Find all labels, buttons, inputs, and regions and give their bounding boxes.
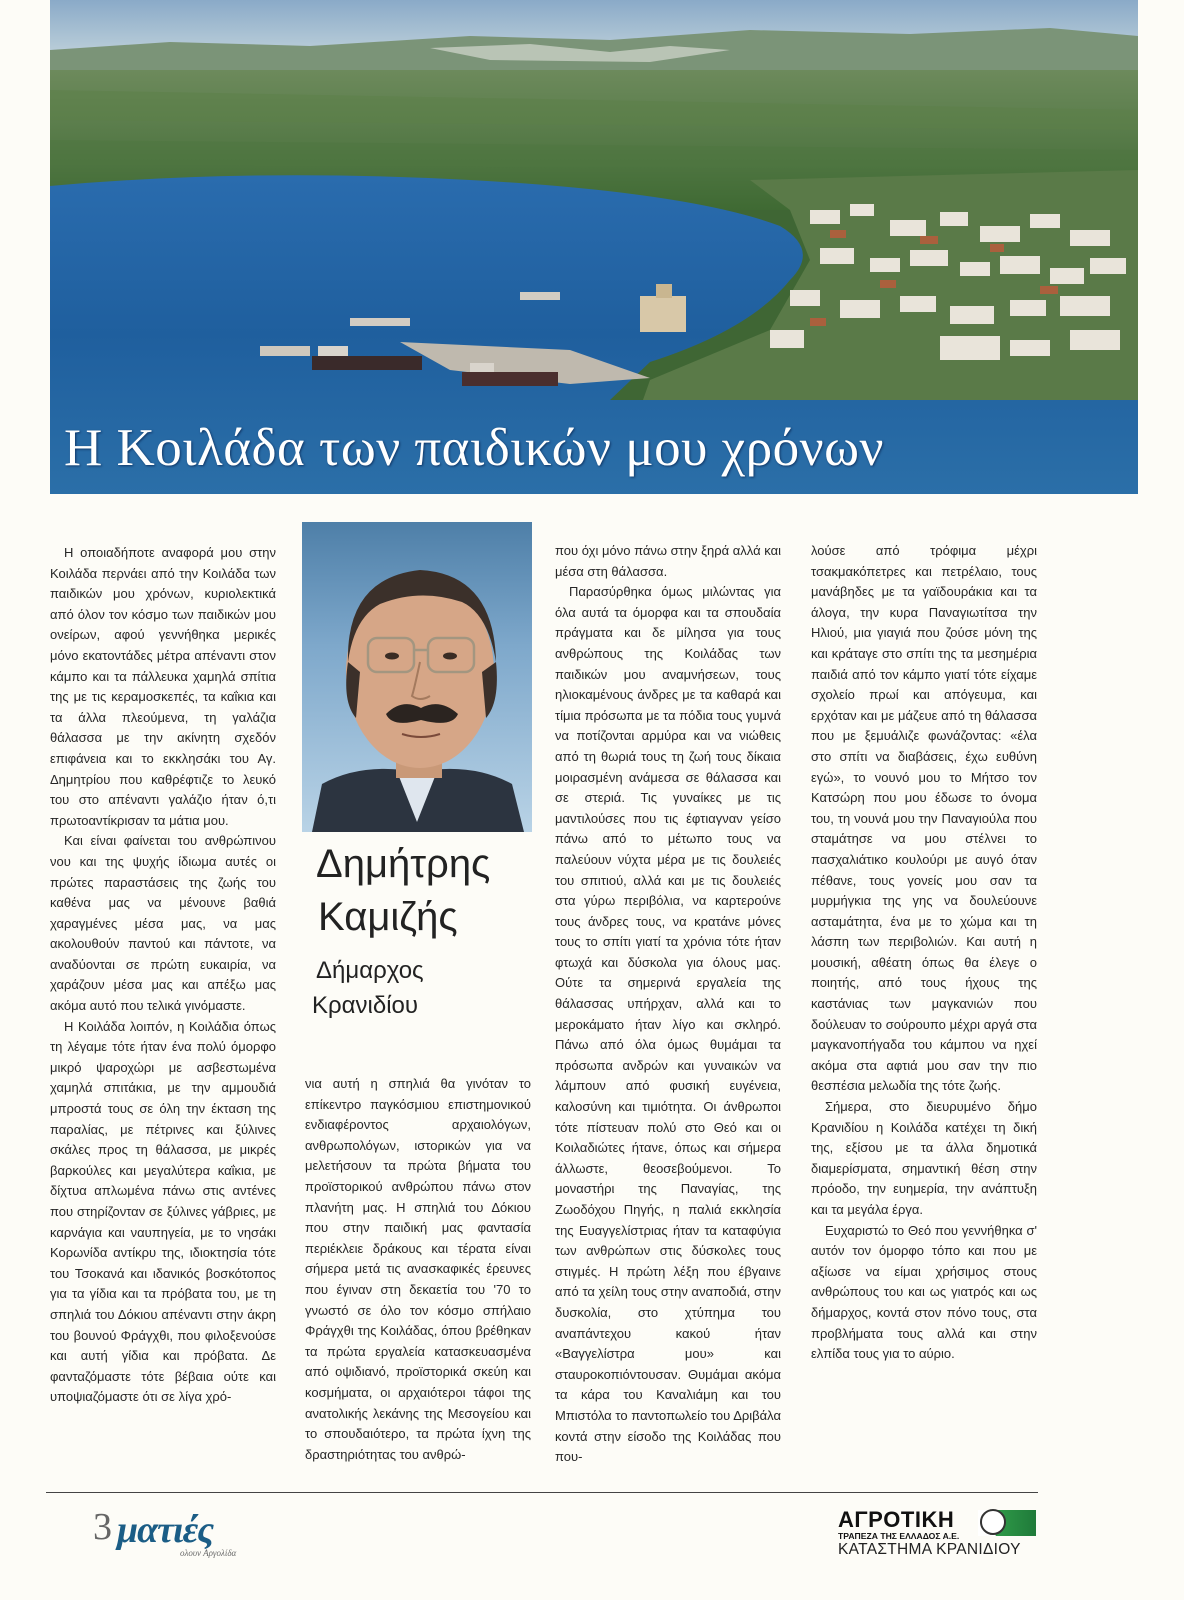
author-last-name: Καμιζής	[318, 895, 458, 939]
magazine-logo: ματιές	[117, 1509, 214, 1551]
author-first-name: Δημήτρης	[316, 842, 491, 886]
author-role: Δήμαρχος	[316, 957, 424, 984]
portrait-photo	[302, 522, 532, 832]
paragraph: λούσε από τρόφιμα μέχρι τσακμακόπετρες και πετρέλαιο, τους μανάβηδες με τα γαϊδουράκια και τα άλογα, την κυρα Παναγιωτίτσα την Ηλιού, μια γιαγιά που ζούσε μόνη της και κράταγε στο σπίτι της τα μεσημέρια παιδιά από τον κάμπο γιατί τότε είχαμε σχολείο πρωί και απόγευμα, και ερχόταν και με μάζευε από τη θάλασσα που με ξεμυάλιζε φωνάζοντας: «έλα στο σπίτι να διαβάσεις, έχω ευθύνη εγώ», το νουνό μου το Μήτσο τον Κατσώρη που μου έδωσε το όνομα του, τη νουνά μου την Παναγιούλα που σταμάτησε να μου στέλνει το πασχαλιάτικο κουλούρι με αυγό όταν πέθανε, τους γονείς μου σαν τα μυρμήγκια της γης να δουλεύουνε ασταμάτητα, ένα με το χώμα και τη λάσπη των περιβολιών. Και αυτή η μουσική, αθέατη όπως θα έλεγε ο ποιητής, από τους ήχους της καστάνιας των μαγκανιών που δούλευαν το σούρουπο μέχρι αργά στα μαγκανοπήγαδα του κάμπου να ηχεί ακόμα στα αφτιά μου σαν την πιο θεσπέσια μελωδία της τότε ζωής.	[811, 543, 1037, 1094]
article-column-4	[811, 541, 1037, 1365]
bank-name: ΑΓΡΟΤΙΚΗ	[838, 1507, 955, 1532]
paragraph: Η οποιαδήποτε αναφορά μου στην Κοιλάδα περνάει από την Κοιλάδα των παιδικών μου χρόνων, κυριολεκτικά από όλον τον κόσμο των παιδικών μου ονείρων, αφού γεννήθηκα μερικές μόνο εκατοντάδες μέτρα απέναντι στον κάμπο και τα πάλλευκα χαμηλά σπίτια της με τις κεραμοσκεπές, τα καΐκια και τα άλλα πλεούμενα, τη γαλάζια θάλασσα με την ακίνητη σχεδόν επιφάνεια και το εκκλησάκι του Αγ. Δημητρίου που καθρέφτιζε το λευκό του στο απέναντι γαλάζιο ήταν ό,τι πρωτοαντίκρισαν τα μάτια μου.	[50, 545, 276, 828]
paragraph: Σήμερα, στο διευρυμένο δήμο Κρανιδίου η Κοιλάδα κατέχει τη δική της, εξίσου με τα άλλα δημοτικά διαμερίσματα, σημαντική θέση στην πρόοδο, την ευημερία, την ανάπτυξη και τα μεγάλα έργα.	[811, 1099, 1037, 1217]
author-title	[312, 953, 552, 1023]
magazine-slogan: ολουν Αργολίδα	[180, 1548, 237, 1558]
author-municipality: Κρανιδίου	[312, 992, 419, 1019]
article-column-2	[305, 1074, 531, 1465]
page-number: 3	[93, 1506, 112, 1548]
article-column-1	[50, 543, 276, 1408]
footer-divider	[46, 1492, 1038, 1493]
author-name	[316, 838, 546, 944]
bank-subtitle: ΤΡΑΠΕΖΑ ΤΗΣ ΕΛΛΑΔΟΣ Α.Ε.	[838, 1531, 960, 1541]
article-column-3	[555, 541, 781, 1468]
author-portrait	[302, 522, 532, 832]
paragraph: Η Κοιλάδα λοιπόν, η Κοιλάδια όπως τη λέγαμε τότε ήταν ένα πολύ όμορφο μικρό ψαροχώρι με ασβεστωμένα χαμηλά σπιτάκια, με την αμμουδιά μπροστά τους σε όλη την έκταση της παραλίας, με πέτρινες και ξύλινες σκάλες προς τη θάλασσα, με μικρές βαρκούλες και μεγαλύτερα καΐκια, με δίχτυα απλωμένα πάνω στις αντένες που στηρίζονταν σε ξύλινες γάβριες, με καρνάγια και ναυπηγεία, με το νησάκι Κορωνίδα αντίκρυ της, ιδιοκτησία τότε του Τσοκανά και ιδανικός βοσκότοπος για τα γίδια και τα πρόβατα του, με τη σπηλιά του Δόκιου απέναντι στην άκρη του βουνού Φράγχθι, που φιλοξενούσε και αυτή γίδια και πρόβατα. Δε φανταζόμαστε τότε βέβαια ούτε και υποψιαζόμαστε ότι σε λίγα χρό-	[50, 1018, 276, 1405]
paragraph: Ευχαριστώ το Θεό που γεννήθηκα σ' αυτόν τον όμορφο τόπο και που με αξίωσε να είμαι χρήσιμος στους ανθρώπους του και ως γιατρός και ως δήμαρχος, κοντά στον πόνο τους, στα προβλήματα τους αλλά και στην ελπίδα τους για το αύριο.	[811, 1222, 1037, 1362]
paragraph: Παρασύρθηκα όμως μιλώντας για όλα αυτά τα όμορφα και τα σπουδαία πράγματα και δε μίλησα για τους ανθρώπους της Κοιλάδας των παιδικών μου αναμνήσεων, τους ηλιοκαμένους άνδρες με τα καθαρά και τίμια πρόσωπα με τα πόδια τους γυμνά να ποτίζονται αρμύρα και να νιώθεις από τη θωριά τους τη ζωή τους δίκαια μοιρασμένη ανάμεσα σε θάλασσα και σε στεριά. Τις γυναίκες με τις μαντιλούσες που τις έφτιαγναν γείσο πάνω από το μέτωπο τους να παλεύουν νύχτα μέρα με τις δουλειές του σπιτιού, αλλά και με τις δουλειές στα γύρω περιβόλια, να καρτερούνε τους άνδρες τους, να κρατάνε μόνες τους το σπίτι γιατί τα χρόνια τότε ήταν φτωχά και δύσκολα για όλους μας. Ούτε τα σημερινά εργαλεία της θάλασσας υπήρχαν, αλλά και το μεροκάματο ήταν λίγο και σκληρό. Πάνω από όλα όμως θυμάμαι τα πρόσωπα ανδρών και γυναικών να λάμπουν από φυσική ευγένεια, καλοσύνη και τιμιότητα. Οι άνθρωποι τότε πίστευαν πολύ στο Θεό και οι Κοιλαδιώτες ήτανε, όπως και σήμερα άλλωστε, θεοσεβούμενοι. Το μοναστήρι της Παναγίας, της Ζωοδόχου Πηγής, η παλιά εκκλησία της Ευαγγελίστριας ήταν τα καταφύγια των ανθρώπων στις δύσκολες τους στιγμές. Η πρώτη λέξη που έβγαινε από τα χείλη τους στην αναποδιά, στην δυσκολία, στο χτύπημα του αναπάντεχου κακού ήταν «Βαγγελίστρα μου» και σταυροκοπιόντουσαν. Θυμάμαι ακόμα τα κάρα του Καναλιάμη και του Μπιστόλα το παντοπωλείο του Δριβάλα κοντά στην είσοδο της Κοιλάδας που που-	[555, 584, 781, 1465]
paragraph: νια αυτή η σπηλιά θα γινόταν το επίκεντρο παγκόσμιου επιστημονικού ενδιαφέροντος αρχαιολόγων, ανθρωπολόγων, ιστορικών για να μελετήσουν τα πρώτα βήματα του προϊστορικού ανθρώπου πάνω στον πλανήτη μας. Η σπηλιά του Δόκιου που στην παιδική μας φαντασία περιέκλειε δράκους και τέρατα είναι σήμερα μετά τις ανασκαφικές έρευνες που έγιναν στη δεκαετία του '70 το γνωστό σε όλο τον κόσμο σπήλαιο Φράγχθι της Κοιλάδας, όπου βρέθηκαν τα πρώτα εργαλεία κατασκευασμένα από οψιδιανό, προϊστορικά σκεύη και κοσμήματα, οι αρχαιότεροι τάφοι της ανατολικής λεκάνης της Μεσογείου και το σπουδαιότερο, τα πρώτα ίχνη της δραστηριότητας του ανθρώ-	[305, 1076, 531, 1462]
paragraph: που όχι μόνο πάνω στην ξηρά αλλά και μέσα στη θάλασσα.	[555, 543, 781, 579]
bank-branch: ΚΑΤΑΣΤΗΜΑ ΚΡΑΝΙΔΙΟΥ	[838, 1541, 1021, 1558]
paragraph: Και είναι φαίνεται του ανθρώπινου νου και της ψυχής ίδιωμα αυτές οι πρώτες παραστάσεις της ζωής του καθένα μας να μένουνε βαθιά χαραγμένες μέσα μας, να μας ακολουθούν παντού και πάντοτε, να αναδύονται σε πρώτη ευκαιρία, να χαράζουν μέσα μας και απέξω μας ακόμα αυτό που τελικά γινόμαστε.	[50, 833, 276, 1014]
bank-coin-icon	[978, 1510, 1036, 1536]
article-headline: Η Κοιλάδα των παιδικών μου χρόνων	[64, 419, 884, 477]
hero-photo	[50, 0, 1138, 494]
